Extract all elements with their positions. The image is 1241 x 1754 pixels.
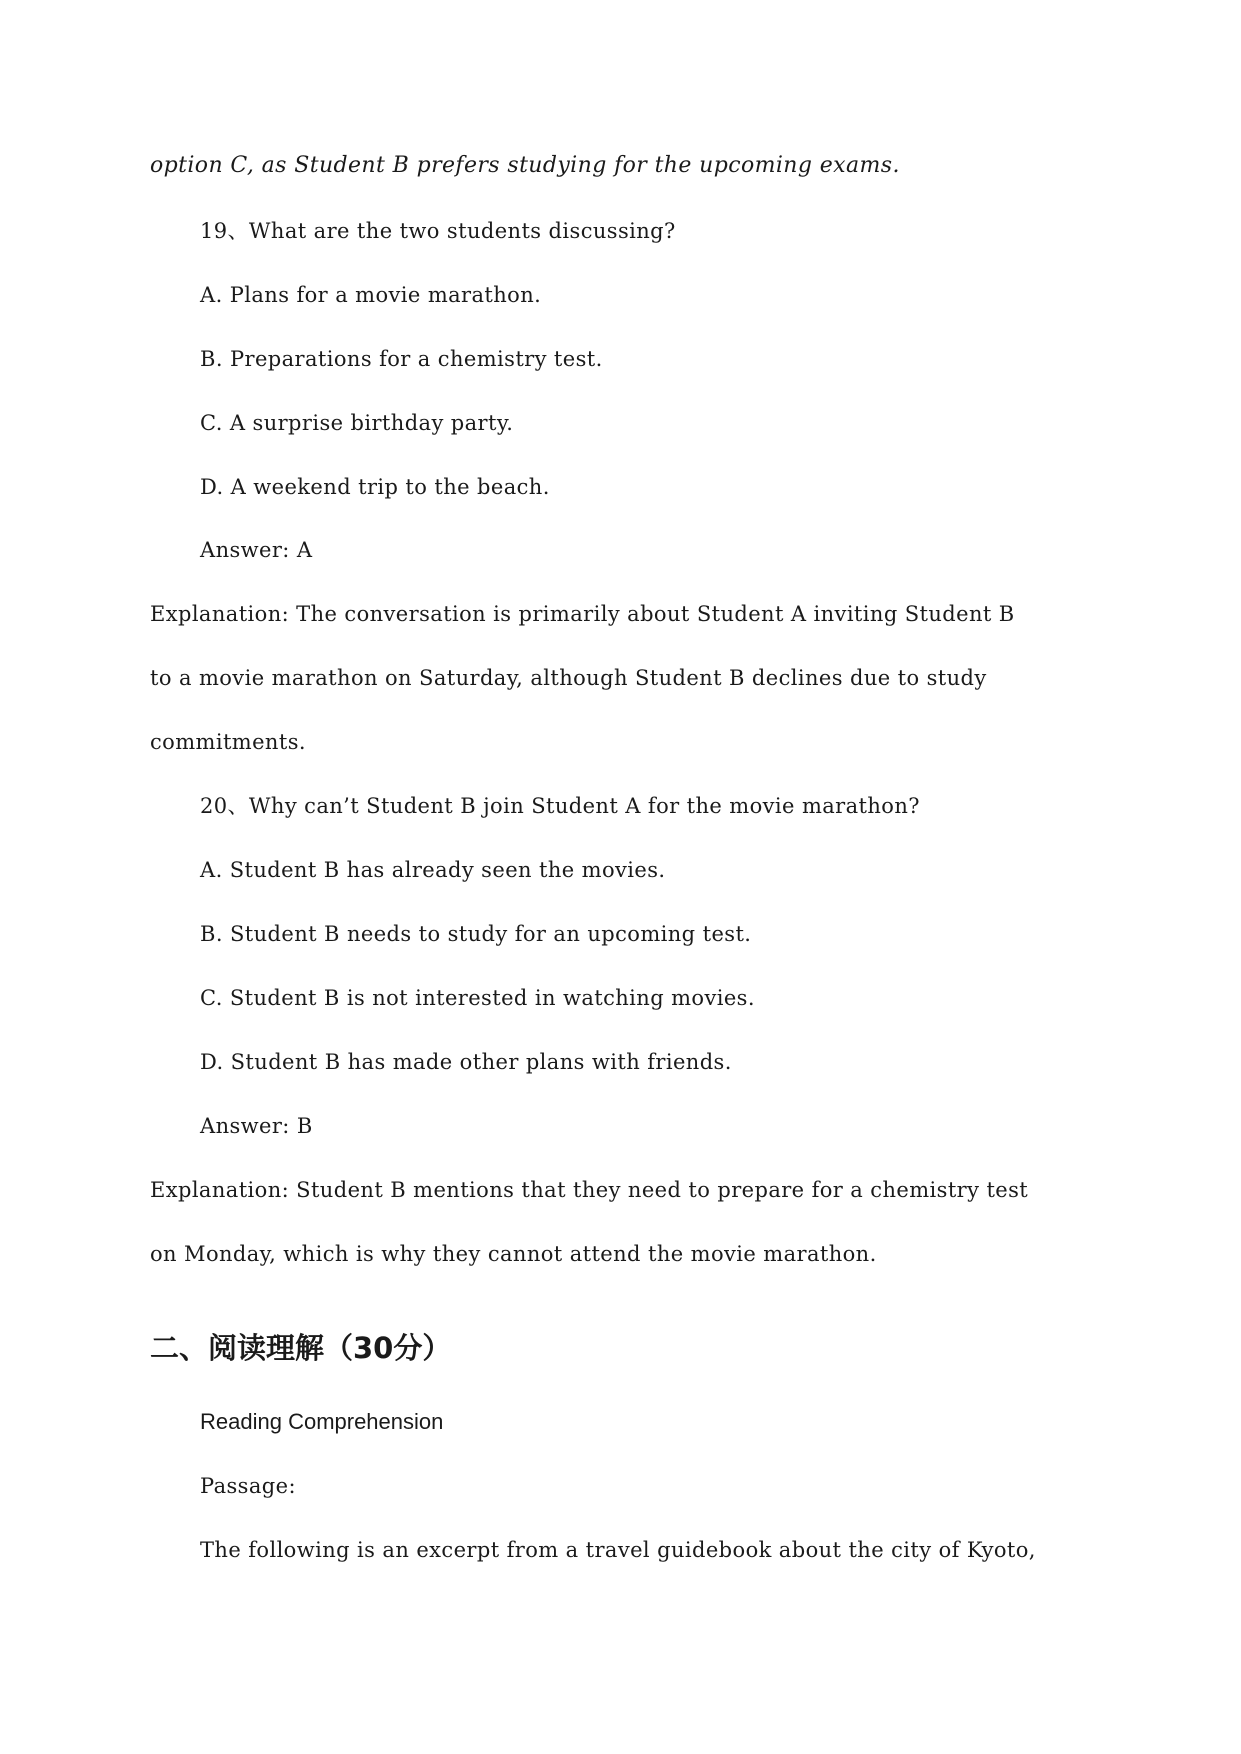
q20-option-b: B. Student B needs to study for an upcoming test. [200,922,752,946]
passage-first-line: The following is an excerpt from a travel guidebook about the city of Kyoto, [200,1538,1036,1562]
section-heading: 二、阅读理解（30分） [150,1331,452,1365]
q19-explanation-line-2: to a movie marathon on Saturday, although Student B declines due to study [150,666,987,690]
continuation-text: option C, as Student B prefers studying for the upcoming exams. [150,153,900,178]
q19-explanation-line-3: commitments. [150,730,306,754]
q20-option-c: C. Student B is not interested in watching movies. [200,986,755,1010]
q19-option-d: D. A weekend trip to the beach. [200,475,550,499]
q20-option-a: A. Student B has already seen the movies. [200,858,666,882]
q20-answer: Answer: B [200,1114,313,1138]
question-20: 20、Why can’t Student B join Student A for the movie marathon? [200,794,920,818]
q19-explanation-line-1: Explanation: The conversation is primarily about Student A inviting Student B [150,602,1015,626]
question-19: 19、What are the two students discussing? [200,219,676,243]
q19-option-a: A. Plans for a movie marathon. [200,283,542,307]
q20-explanation-line-1: Explanation: Student B mentions that they need to prepare for a chemistry test [150,1178,1029,1202]
section-subtitle: Reading Comprehension [200,1409,444,1434]
q20-explanation-line-2: on Monday, which is why they cannot attend the movie marathon. [150,1242,877,1266]
q19-answer: Answer: A [200,538,313,562]
q19-option-b: B. Preparations for a chemistry test. [200,347,603,371]
passage-label: Passage: [200,1474,296,1498]
q19-option-c: C. A surprise birthday party. [200,411,514,435]
q20-option-d: D. Student B has made other plans with friends. [200,1050,732,1074]
